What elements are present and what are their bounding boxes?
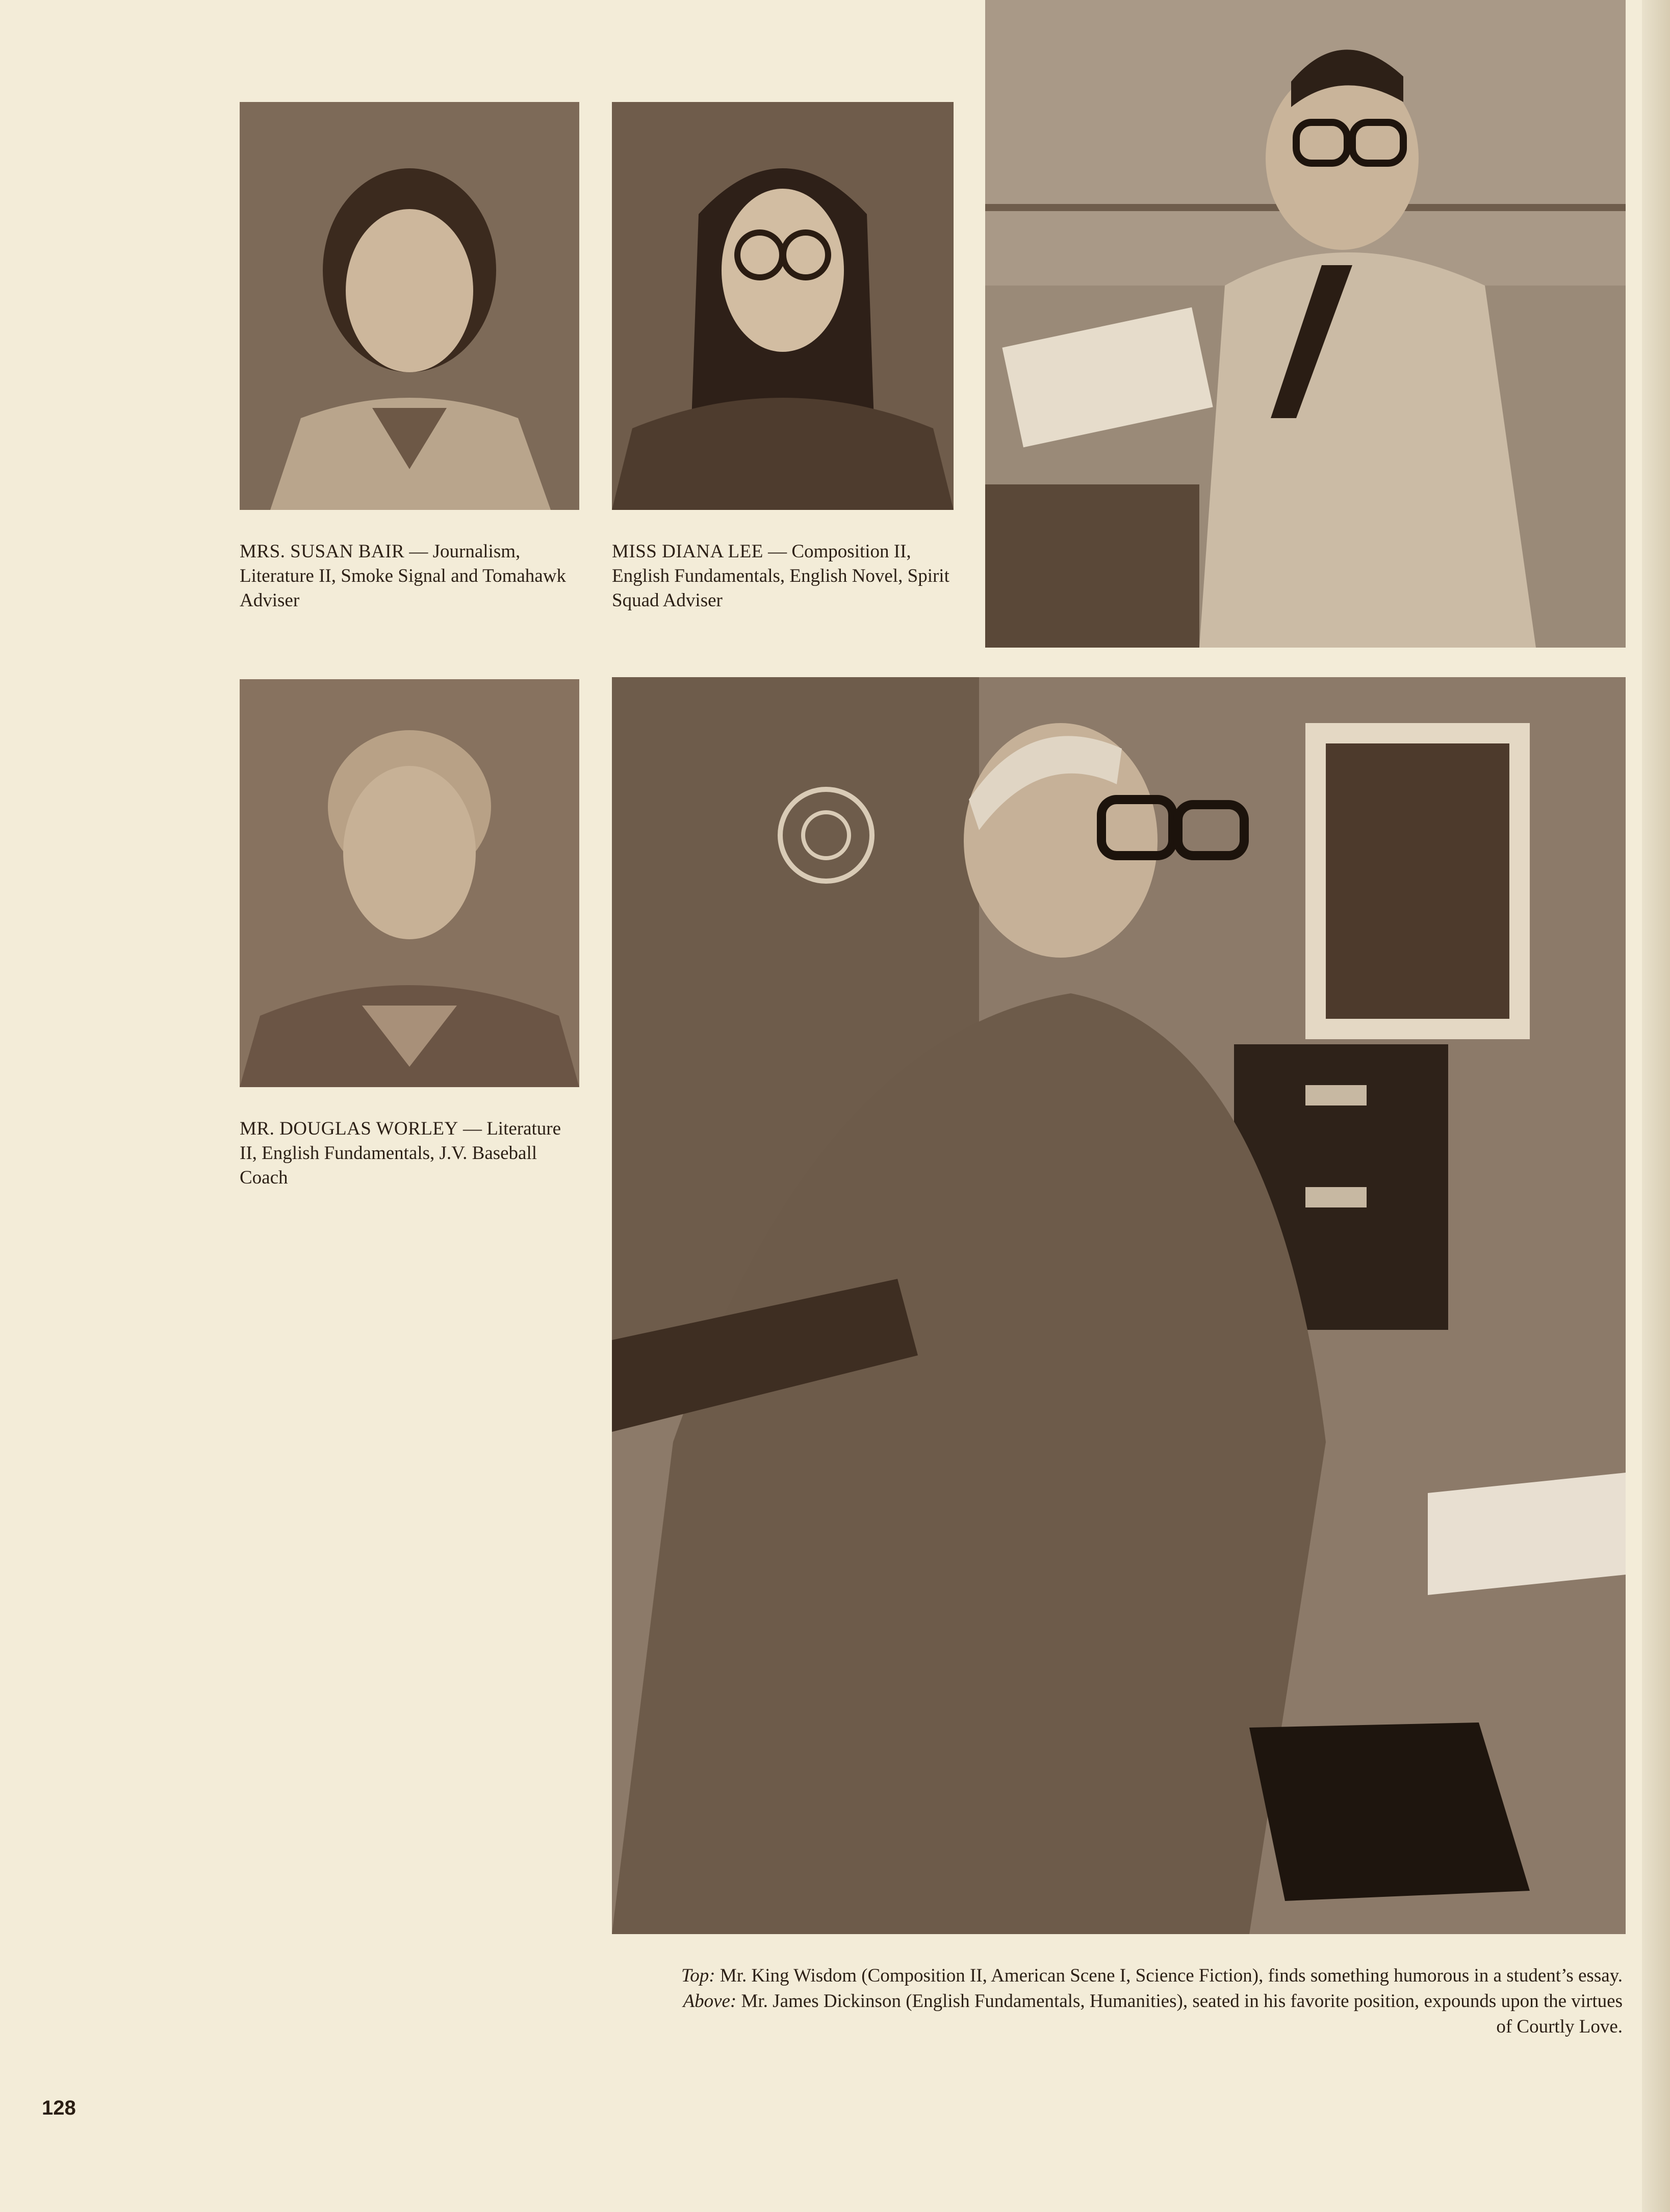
page-number: 128 (42, 2097, 76, 2119)
teacher-duties: Literature II, English Fundamentals, J.V. Baseball Coach (240, 1118, 561, 1188)
caption-dash: — (404, 541, 433, 562)
portrait-caption-susan-bair (240, 539, 571, 613)
teacher-name: MRS. SUSAN BAIR (240, 541, 405, 562)
portrait-photo-diana-lee (612, 102, 954, 510)
portrait-photo-douglas-worley (240, 679, 579, 1087)
candid-photo-james-dickinson (612, 677, 1626, 1934)
caption-label-above: Above: (683, 1991, 737, 2012)
candid-photos-caption (678, 1963, 1623, 2040)
caption-dash: — (763, 541, 792, 562)
caption-dash: — (458, 1118, 487, 1139)
portrait-photo-susan-bair (240, 102, 579, 510)
caption-text-top: Mr. King Wisdom (Composition II, American Scene I, Science Fiction), finds something humorous in a student’s essay. (715, 1965, 1623, 1986)
teacher-name: MR. DOUGLAS WORLEY (240, 1118, 458, 1139)
candid-photo-king-wisdom (985, 0, 1626, 648)
teacher-duties: Journalism, Literature II, Smoke Signal and Tomahawk Adviser (240, 541, 566, 611)
caption-label-top: Top: (681, 1965, 715, 1986)
teacher-duties: Composition II, English Fundamentals, English Novel, Spirit Squad Adviser (612, 541, 949, 611)
portrait-caption-douglas-worley (240, 1117, 571, 1190)
portrait-caption-diana-lee (612, 539, 969, 613)
caption-text-above: Mr. James Dickinson (English Fundamentals, Humanities), seated in his favorite position, expounds upon the virtues of Courtly Love. (736, 1991, 1623, 2037)
teacher-name: MISS DIANA LEE (612, 541, 763, 562)
page-edge-shadow (1642, 0, 1670, 2212)
